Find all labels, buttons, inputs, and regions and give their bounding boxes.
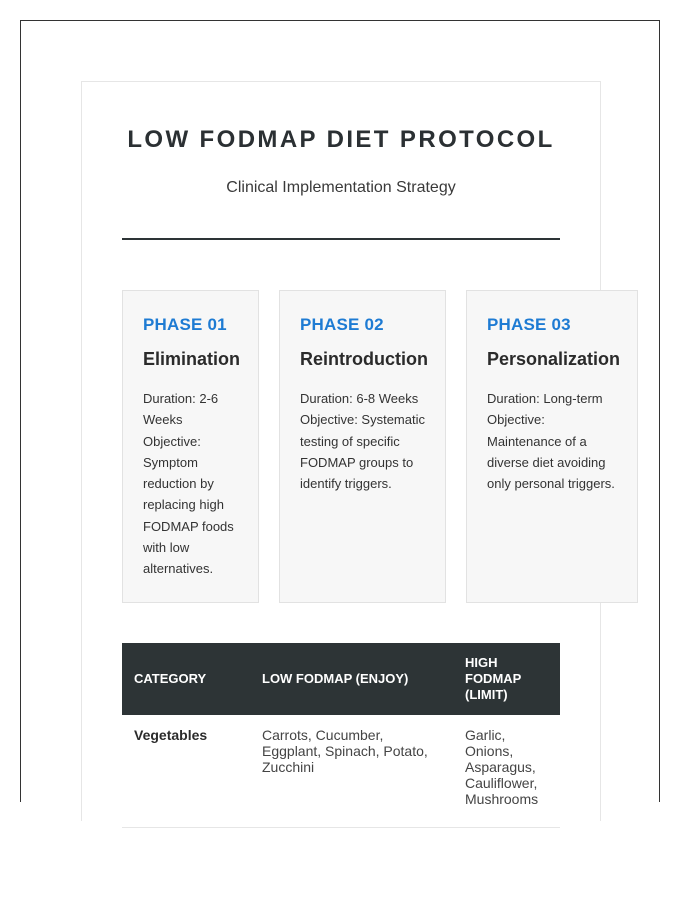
table-body xyxy=(122,715,560,828)
phase-duration: Duration: Long-term xyxy=(487,391,603,406)
phase-description xyxy=(300,388,425,494)
phase-name: Reintroduction xyxy=(300,349,428,369)
low-fodmap-cell: Carrots, Cucumber, Eggplant, Spinach, Potato, Zucchini xyxy=(250,715,453,828)
phase-duration: Duration: 2-6 Weeks xyxy=(143,391,219,428)
page-title: LOW FODMAP DIET PROTOCOL xyxy=(127,126,555,153)
phase-objective: Objective: Systematic testing of specific FODMAP groups to identify triggers. xyxy=(300,412,425,492)
title-divider xyxy=(122,238,560,240)
fodmap-food-table xyxy=(122,643,560,828)
phase-card-elimination xyxy=(122,290,259,603)
phase-duration: Duration: 6-8 Weeks xyxy=(300,391,419,406)
phase-label: PHASE 03 xyxy=(487,315,571,334)
phase-card-reintroduction xyxy=(279,290,446,603)
phase-description xyxy=(487,388,617,494)
column-header-category: CATEGORY xyxy=(134,671,207,686)
column-header-low-fodmap: LOW FODMAP (ENJOY) xyxy=(262,671,409,686)
phase-card-personalization xyxy=(466,290,638,603)
phase-name: Elimination xyxy=(143,349,241,369)
phase-objective: Objective: Maintenance of a diverse diet avoiding only personal triggers. xyxy=(487,412,615,492)
table-row xyxy=(122,715,560,828)
phase-label: PHASE 02 xyxy=(300,315,384,334)
high-fodmap-cell: Garlic, Onions, Asparagus, Cauliflower, Mushrooms xyxy=(453,715,560,828)
table-header xyxy=(122,643,560,715)
phase-objective: Objective: Symptom reduction by replacing high FODMAP foods with low alternatives. xyxy=(143,433,234,577)
phase-label: PHASE 01 xyxy=(143,315,227,334)
column-header-high-fodmap: HIGH FODMAP (LIMIT) xyxy=(465,655,522,702)
table-header-row xyxy=(122,643,560,715)
phase-name: Personalization xyxy=(487,349,621,369)
category-cell: Vegetables xyxy=(122,715,250,828)
page-subtitle: Clinical Implementation Strategy xyxy=(226,179,456,196)
phase-description xyxy=(143,388,238,580)
